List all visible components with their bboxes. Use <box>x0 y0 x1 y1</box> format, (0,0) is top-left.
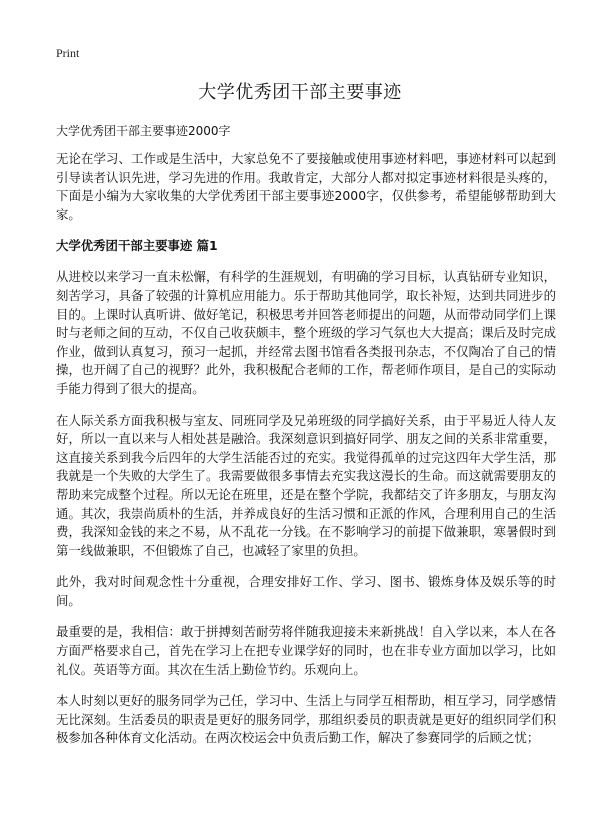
body-paragraph-5: 本人时刻以更好的服务同学为己任，学习中、生活上与同学互相帮助，相互学习，同学感情无比深刻。生活委员的职责是更好的服务同学，那组织委员的职责就是更好的组织同学们积极参加各种体育文化活动。在两次校运会中负责后勤工作，解决了参赛同学的后顾之忧； <box>56 693 556 746</box>
document-subtitle: 大学优秀团干部主要事迹2000字 <box>56 124 231 138</box>
body-paragraph-3: 此外，我对时间观念性十分重视，合理安排好工作、学习、图书、锻炼身体及娱乐等的时间。 <box>56 574 556 608</box>
intro-paragraph: 无论在学习、工作或是生活中，大家总免不了要接触或使用事迹材料吧，事迹材料可以起到引导读者认识先进，学习先进的作用。我敢肯定，大部分人都对拟定事迹材料很是头疼的，下面是小编为大家收集的大学优秀团干部主要事迹2000字，仅供参考，希望能够帮助到大家。 <box>56 151 556 222</box>
print-link[interactable]: Print <box>56 46 80 60</box>
body-paragraph-2: 在人际关系方面我积极与室友、同班同学及兄弟班级的同学搞好关系，由于平易近人待人友好，所以一直以来与人相处甚是融洽。我深刻意识到搞好同学、朋友之间的关系非常重要，这直接关系到我今后四年的大学生活能否过的充实。我觉得孤单的过完这四年大学生活，那我就是一个失败的大学生了。我需要做很多事情去充实我这漫长的生命。而这就需要朋友的帮助来完成整个过程。所以无论在班里，还是在整个学院，我都结交了许多朋友，与朋友沟通。其次，我崇尚质朴的生活，并养成良好的生活习惯和正派的作风，合理利用自己的生活费，我深知金钱的来之不易，从不乱花一分钱。在不影响学习的前提下做兼职，寒暑假时到第一线做兼职，不但锻炼了自己，也减轻了家里的负担。 <box>56 412 556 558</box>
section-heading: 大学优秀团干部主要事迹 篇1 <box>56 238 218 254</box>
document-body <box>56 150 556 761</box>
page-title: 大学优秀团干部主要事迹 <box>198 82 402 103</box>
body-paragraph-4: 最重要的是，我相信：敢于拼搏刻苦耐劳将伴随我迎接未来新挑战！自入学以来，本人在各方面严格要求自己，首先在学习上在把专业课学好的同时，也在非专业方面加以学习，比如礼仪。英语等方面。其次在生活上勤俭节约。乐观向上。 <box>56 624 556 677</box>
body-paragraph-1: 从进校以来学习一直未松懈，有科学的生涯规划，有明确的学习目标，认真钻研专业知识，刻苦学习，具备了较强的计算机应用能力。乐于帮助其他同学，取长补短，达到共同进步的目的。上课时认真听讲、做好笔记，积极思考并回答老师提出的问题，从而带动同学们上课时与老师之间的互动，不仅自己收获颇丰，整个班级的学习气氛也大大提高；课后及时完成作业，做到认真复习，预习一起抓，并经常去图书馆看各类报刊杂志，不仅陶冶了自己的情操，也开阔了自己的视野？此外，我积极配合老师的工作，帮老师作项目，是自己的实际动手能力得到了很大的提高。 <box>56 269 556 396</box>
